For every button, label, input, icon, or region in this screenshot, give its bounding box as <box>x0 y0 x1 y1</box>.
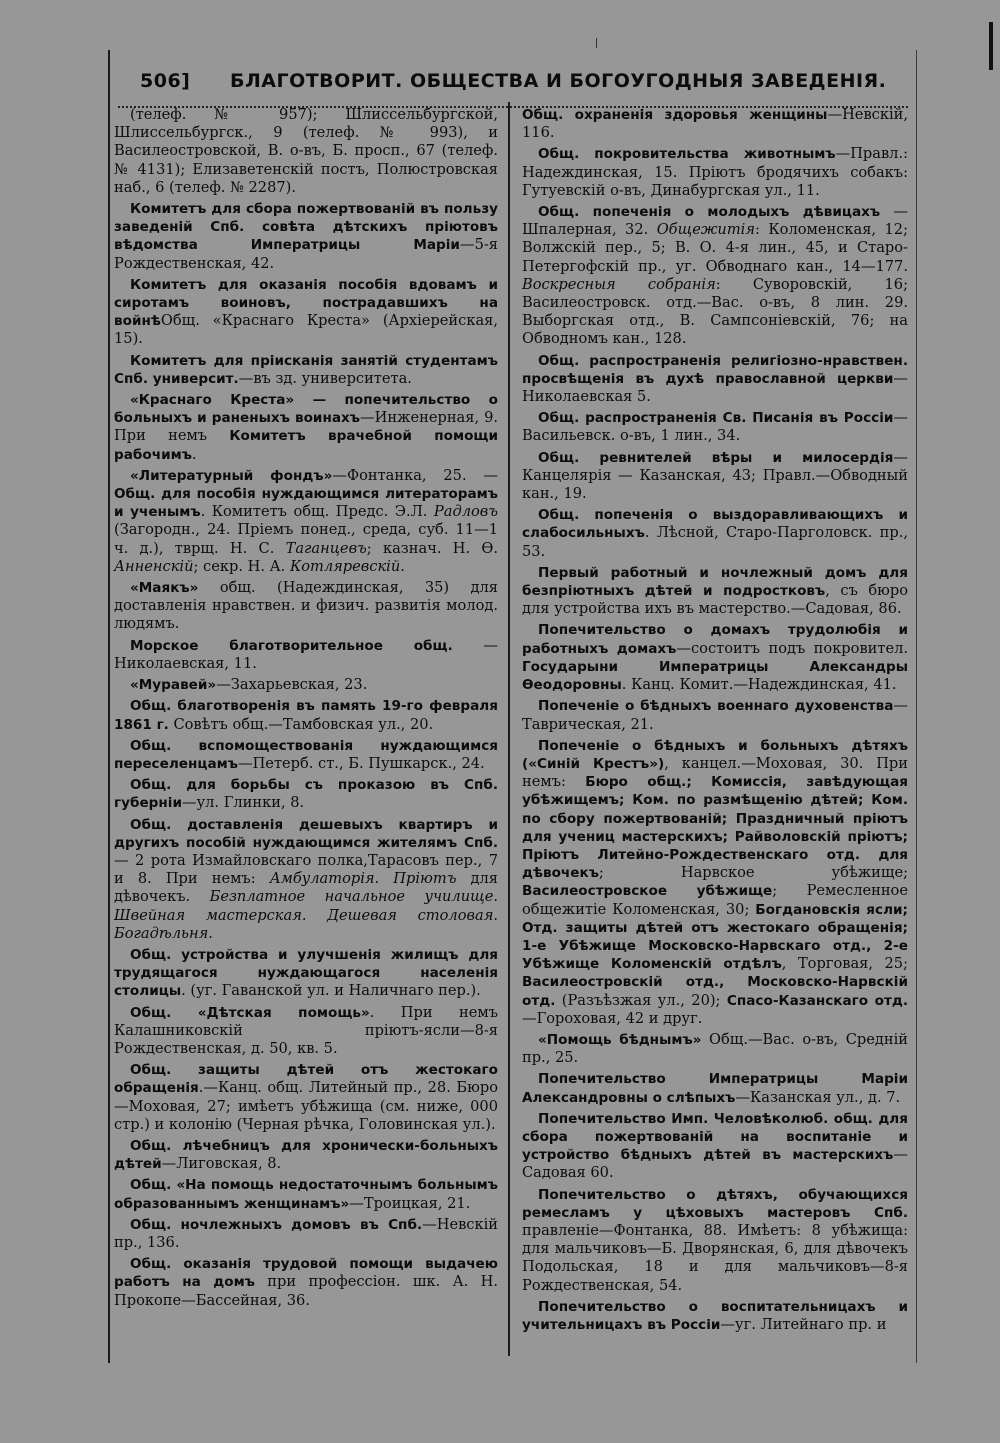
entry-text: ; казнач. Н. Ѳ. <box>366 539 498 557</box>
directory-entry <box>522 449 908 504</box>
entry-text: правленіе—Фонтанка, 88. Имѣетъ: 8 убѣжища: для мальчиковъ—Б. Дворянская, 6, для дѣвочекъ Подольская, 18 и для мальчиковъ—8-я Рождественская, 54. <box>522 1221 908 1294</box>
directory-entry <box>114 1216 498 1252</box>
directory-entry <box>114 946 498 1001</box>
entry-text: —Таврическая, 21. <box>522 697 908 733</box>
entry-text: — Николаевская, 11. <box>114 636 498 672</box>
directory-entry <box>114 776 498 812</box>
entry-text: —Захарьевская, 23. <box>216 676 368 694</box>
page-number: 506] <box>140 70 191 92</box>
directory-entry <box>114 1137 498 1173</box>
directory-entry <box>522 564 908 619</box>
entry-italic-text: Воскресныя собранія <box>522 275 716 293</box>
entry-text: . (уг. Гаванской ул. и Наличнаго пер.). <box>181 982 481 1000</box>
entry-italic-text: Общежитія <box>656 221 755 239</box>
directory-entry <box>114 106 498 197</box>
entry-text: —5-я Рождественская, 42. <box>114 236 498 272</box>
entry-heading: Попечительство Имп. Человѣколюб. общ. для сбора пожертвованій на воспитаніе и устройство бѣдныхъ дѣтей въ мастерскихъ <box>522 1110 908 1164</box>
directory-entry <box>522 1070 908 1106</box>
entry-heading: Морское благотворительное общ. <box>130 637 453 654</box>
entry-text: (телеф. № 957); Шлиссельбургской, Шлиссельбургск., 9 (телеф. № 993), и Василеостровской, В. о-въ, Б. просп., 67 (телеф. № 4131); Елизаветенскій постъ, Полюстровская наб., 6 (телеф. № 2287). <box>114 106 498 196</box>
directory-entry <box>522 1186 908 1295</box>
entry-text: , канцел.—Моховая, 30. При немъ: <box>522 754 908 791</box>
directory-entry <box>114 467 498 576</box>
entry-heading: Попечительство о домахъ трудолюбія и работныхъ домахъ <box>522 622 908 657</box>
entry-text: (Разъѣзжая ул., 20); <box>555 991 727 1009</box>
directory-entry <box>114 1061 498 1134</box>
right-column <box>522 106 908 1356</box>
entry-text: : Коломенская, 12; Волжскій пер., 5; В. О. 4-я лин., 45, и Старо-Петергофскій пр., уг. Обводнаго кан., 14—177. <box>522 221 908 275</box>
entry-heading: Бюро общ.; Комиссія, завѣдующая убѣжищемъ; Ком. по размѣщенію дѣтей; Ком. по сбору пожертвованій; Праздничный пріютъ для учениц мастерскихъ; Райволовскій пріютъ; Пріютъ Литейно-Рождественскаго отд. для дѣвочекъ <box>522 774 909 882</box>
entry-heading: «Маякъ» <box>130 580 199 597</box>
entry-heading: Общ. вспомоществованія нуждающимся переселенцамъ <box>114 737 498 772</box>
entry-text: при профессіон. шк. А. Н. Прокопе—Бассейная, 36. <box>114 1273 498 1309</box>
entry-heading: Общ. для пособія нуждающимся литераторамъ и ученымъ <box>114 486 498 521</box>
entry-heading: Комитетъ для оказанія пособія вдовамъ и сиротамъ воиновъ, пострадавшихъ на войнѣ <box>114 276 498 330</box>
directory-entry <box>114 200 498 273</box>
entry-text: .—Канц. общ. Литейный пр., 28. Бюро—Моховая, 27; имѣетъ убѣжища (см. ниже, 000 стр.) и колонію (Черная рѣчка, Головинская ул.). <box>114 1079 498 1133</box>
entry-text: общ. (Надеждинская, 35) для доставленія нравствен. и физич. развитія молод. людямъ. <box>114 579 498 633</box>
entry-heading: Общ. попеченія о молодыхъ дѣвицахъ <box>538 204 881 221</box>
entry-heading: Общ. ночлежныхъ домовъ въ Спб. <box>130 1216 423 1233</box>
entry-italic-text: Анненскій <box>114 557 194 575</box>
entry-text: для дѣвочекъ. <box>114 870 498 906</box>
entry-text: —состоитъ подъ покровител. <box>676 639 909 657</box>
directory-entry <box>114 737 498 773</box>
entry-heading: Общ. для борьбы съ проказою въ Спб. губерніи <box>114 777 498 812</box>
directory-entry <box>114 816 498 943</box>
directory-entry <box>114 1004 498 1059</box>
entry-text: —Казанская ул., д. 7. <box>735 1088 901 1106</box>
entry-italic-text: Амбулаторія. Пріютъ <box>269 870 457 888</box>
entry-heading: Общ. «На помощь недостаточнымъ больнымъ образованнымъ женщинамъ» <box>114 1177 498 1212</box>
entry-heading: Первый работный и ночлежный домъ для безпріютныхъ дѣтей и подростковъ <box>522 564 908 600</box>
entry-text: . При немъ Калашниковскій пріютъ-ясли—8-я Рождественская, д. 50, кв. 5. <box>114 1003 498 1057</box>
directory-entry <box>522 506 908 561</box>
directory-entry <box>114 391 498 464</box>
entry-heading: Попечительство о дѣтяхъ, обучающихся ремесламъ у цѣховыхъ мастеровъ Спб. <box>522 1186 908 1221</box>
directory-entry <box>522 145 908 200</box>
entry-text: — Шпалерная, 32. <box>522 203 909 239</box>
entry-heading: Попеченіе о бѣдныхъ и больныхъ дѣтяхъ («Синій Крестъ») <box>522 737 908 772</box>
entry-heading: Общ. оказанія трудовой помощи выдачею работъ на домъ <box>114 1256 498 1291</box>
entry-text: Общ. «Краснаго Креста» (Архіерейская, 15). <box>114 312 498 348</box>
entry-heading: Общ. устройства и улучшенія жилищъ для трудящагося нуждающагося населенія столицы <box>114 946 498 1000</box>
entry-heading: Государыни Императрицы Александры Ѳеодоровны <box>522 658 908 694</box>
left-column <box>114 106 498 1356</box>
entry-text: . Комитетъ общ. Предс. Э.Л. <box>200 503 434 521</box>
entry-heading: Общ. покровительства животнымъ <box>538 146 836 163</box>
entry-text: Общ.—Вас. о-въ, Средній пр., 25. <box>522 1030 908 1067</box>
directory-entry <box>114 1176 498 1212</box>
directory-entry <box>114 276 498 349</box>
entry-italic-text: Безплатное начальное училище. Швейная мастерская. Дешевая столовая. Богадѣльня <box>114 888 498 942</box>
entry-text: Совѣтъ общ.—Тамбовская ул., 20. <box>168 715 434 733</box>
entry-text: : Суворовскій, 16; Василеостровск. отд.—Вас. о-въ, 8 лин. 29. Выборгская отд., В. Сампсоніевскій, 76; на Обводномъ кан., 128. <box>522 275 908 348</box>
entry-italic-text: Котляревскій <box>289 557 401 575</box>
entry-text: . <box>208 924 213 942</box>
entry-heading: Спасо-Казанскаго отд. <box>726 992 908 1009</box>
entry-heading: «Литературный фондъ» <box>130 467 333 484</box>
directory-entry <box>522 1031 908 1067</box>
running-title: БЛАГОТВОРИТ. ОБЩЕСТВА И БОГОУГОДНЫЯ ЗАВЕДЕНІЯ. <box>230 70 887 92</box>
entry-text: , Торговая, 25; <box>781 955 908 973</box>
entry-heading: Попеченіе о бѣдныхъ военнаго духовенства <box>538 698 894 715</box>
entry-text: —Невскій пр., 136. <box>114 1215 498 1251</box>
directory-entry <box>522 409 908 445</box>
entry-heading: Василеостровскій отд., Московско-Нарвскій отд. <box>522 974 908 1009</box>
entry-italic-text: Радловъ <box>433 503 498 521</box>
entry-text: —уг. Литейнаго пр. и <box>720 1316 887 1333</box>
entry-text: ; Нарвское убѣжище; <box>598 864 908 882</box>
entry-text: —Правл.: Надеждинская, 15. Пріютъ бродячихъ собакъ: Гутуевскій о-въ, Динабургская ул., 11. <box>522 145 908 199</box>
entry-heading: «Краснаго Креста» — попечительство о больныхъ и раненыхъ воинахъ <box>114 392 498 427</box>
entry-text: . Канц. Комит.—Надеждинская, 41. <box>621 676 897 694</box>
entry-text: —Васильевск. о-въ, 1 лин., 34. <box>522 409 908 445</box>
directory-entry <box>522 203 908 349</box>
entry-heading: Комитетъ для сбора пожертвованій въ пользу заведеній Спб. совѣта дѣтскихъ пріютовъ вѣдомства Императрицы Маріи <box>114 201 498 254</box>
entry-heading: «Муравей» <box>130 677 217 694</box>
entry-heading: Попечительство о воспитательницахъ и учительницахъ въ Россіи <box>522 1298 908 1333</box>
entry-text: —Канцелярія — Казанская, 43; Правл.—Обводный кан., 19. <box>522 448 908 503</box>
entry-text: —Лиговская, 8. <box>161 1155 282 1173</box>
entry-text: —Гороховая, 42 и друг. <box>522 1009 703 1027</box>
entry-heading: Общ. охраненія здоровья женщины <box>522 107 828 123</box>
entry-text: ; секр. Н. А. <box>193 557 290 575</box>
page-edge-tick <box>596 38 597 48</box>
entry-text: . Лѣсной, Старо-Парголовск. пр., 53. <box>522 524 908 560</box>
directory-entry <box>522 621 908 694</box>
entry-heading: Общ. попеченія о выздоравливающихъ и слабосильныхъ <box>522 507 908 542</box>
directory-entry <box>522 697 908 733</box>
directory-entry <box>522 1298 908 1334</box>
entry-heading: Общ. распространенія Св. Писанія въ Россіи <box>538 410 894 427</box>
directory-entry <box>522 737 908 1028</box>
entry-heading: «Помощь бѣднымъ» <box>538 1031 702 1048</box>
entry-text: —Невскій, 116. <box>522 106 908 142</box>
directory-entry <box>114 697 498 733</box>
entry-heading: Комитетъ для пріисканія занятій студентамъ Спб. университ. <box>114 352 498 387</box>
entry-heading: Василеостровское убѣжище <box>522 883 773 900</box>
entry-text: , съ бюро для устройства ихъ въ мастерство.—Садовая, 86. <box>522 582 908 618</box>
entry-text: —Фонтанка, 25. — <box>332 466 498 484</box>
entry-heading: Общ. доставленія дешевыхъ квартиръ и другихъ пособій нуждающимся жителямъ Спб. <box>114 816 498 851</box>
entry-text: ; Ремесленное общежитіе Коломенская, 30; <box>522 882 908 918</box>
entry-text: —Николаевская 5. <box>522 369 908 406</box>
directory-entry <box>114 637 498 673</box>
entry-heading: Общ. лѣчебницъ для хронически-больныхъ дѣтей <box>114 1137 498 1173</box>
entry-italic-text: Таганцевъ <box>285 539 367 557</box>
column-divider <box>508 102 510 1356</box>
entry-text: (Загородн., 24. Пріемъ понед., среда, суб. 11—1 ч. д.), тврщ. Н. С. <box>114 521 498 557</box>
entry-text: —въ зд. университета. <box>238 369 412 387</box>
entry-text: —ул. Глинки, 8. <box>181 794 305 812</box>
entry-heading: Общ. благотворенія въ память 19-го февраля 1861 г. <box>114 698 498 733</box>
directory-entry <box>114 676 498 694</box>
directory-entry <box>114 1255 498 1310</box>
entry-heading: Комитетъ врачебной помощи рабочимъ <box>114 428 498 463</box>
directory-entry <box>114 352 498 388</box>
entry-text: —Петерб. ст., Б. Пушкарск., 24. <box>237 754 485 772</box>
directory-entry <box>522 1110 908 1183</box>
entry-heading: Попечительство Императрицы Маріи Александровны о слѣпыхъ <box>522 1071 908 1106</box>
entry-text: . <box>191 445 197 463</box>
entry-text: — 2 рота Измайловскаго полка,Тарасовъ пер., 7 и 8. При немъ: <box>114 851 498 888</box>
entry-heading: Общ. распространенія религіозно-нравствен. просвѣщенія въ духѣ православной церкви <box>522 352 908 387</box>
entry-heading: Общ. ревнителей вѣры и милосердія <box>538 449 894 466</box>
entry-text: —Инженерная, 9. При немъ <box>114 409 498 445</box>
entry-text: —Троицкая, 21. <box>349 1194 471 1212</box>
entry-text: —Садовая 60. <box>522 1146 908 1182</box>
entry-heading: Общ. защиты дѣтей отъ жестокаго обращенія <box>114 1062 498 1097</box>
entry-heading: Богдановскія ясли; Отд. защиты дѣтей отъ жестокаго обращенія; 1-е Убѣжище Московско-Нарвскаго отд., 2-е Убѣжище Коломенскій отдѣлъ <box>522 901 908 973</box>
directory-entry <box>114 579 498 634</box>
page-edge-mark <box>989 22 993 70</box>
directory-entry <box>522 352 908 407</box>
directory-entry <box>522 106 908 142</box>
entry-heading: Общ. «Дѣтская помощь» <box>130 1004 370 1021</box>
entry-text: . <box>400 557 405 575</box>
page-header <box>140 66 887 96</box>
